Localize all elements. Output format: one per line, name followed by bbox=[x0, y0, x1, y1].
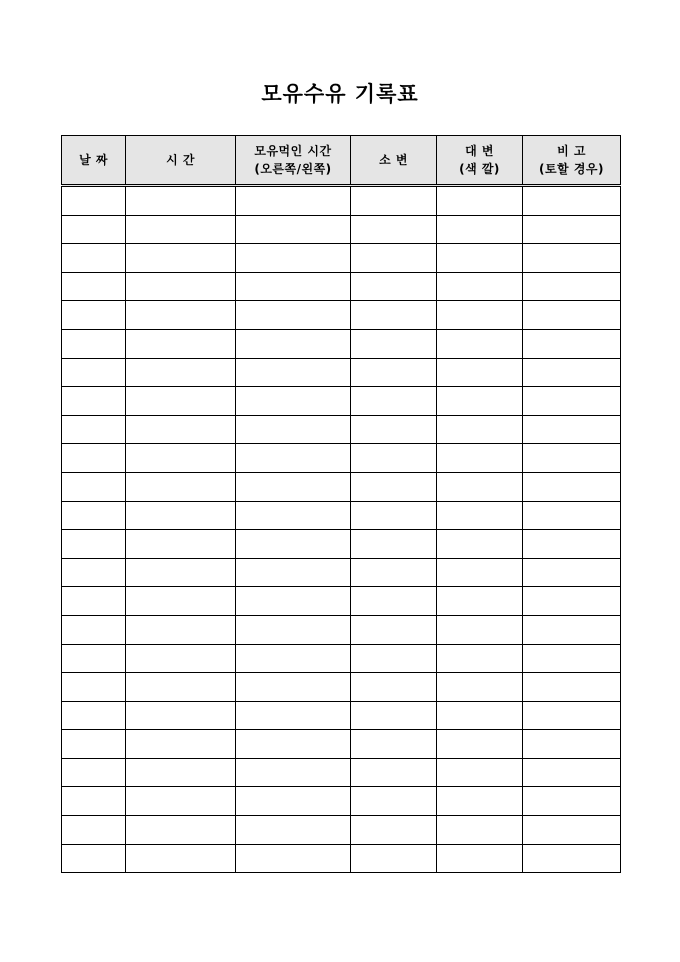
date-cell[interactable] bbox=[62, 244, 126, 273]
urine-cell[interactable] bbox=[351, 530, 437, 559]
table-row bbox=[62, 272, 621, 301]
time-cell[interactable] bbox=[126, 186, 236, 216]
date-cell[interactable] bbox=[62, 844, 126, 873]
stool-cell[interactable] bbox=[437, 301, 523, 330]
feeding-time-cell[interactable] bbox=[236, 329, 351, 358]
header-urine-label: 소 변 bbox=[379, 153, 408, 167]
table-row bbox=[62, 387, 621, 416]
remarks-cell[interactable] bbox=[523, 329, 621, 358]
remarks-cell[interactable] bbox=[523, 472, 621, 501]
feeding-time-cell[interactable] bbox=[236, 644, 351, 673]
feeding-time-cell[interactable] bbox=[236, 358, 351, 387]
urine-cell[interactable] bbox=[351, 844, 437, 873]
stool-cell[interactable] bbox=[437, 501, 523, 530]
urine-cell[interactable] bbox=[351, 215, 437, 244]
feeding-time-cell[interactable] bbox=[236, 215, 351, 244]
header-date bbox=[62, 136, 126, 186]
time-cell[interactable] bbox=[126, 501, 236, 530]
header-remarks-label: 비 고 bbox=[557, 144, 586, 158]
urine-cell[interactable] bbox=[351, 816, 437, 845]
remarks-cell[interactable] bbox=[523, 186, 621, 216]
urine-cell[interactable] bbox=[351, 415, 437, 444]
time-cell[interactable] bbox=[126, 444, 236, 473]
time-cell[interactable] bbox=[126, 472, 236, 501]
time-cell[interactable] bbox=[126, 844, 236, 873]
date-cell[interactable] bbox=[62, 272, 126, 301]
stool-cell[interactable] bbox=[437, 415, 523, 444]
stool-cell[interactable] bbox=[437, 615, 523, 644]
table-row bbox=[62, 501, 621, 530]
remarks-cell[interactable] bbox=[523, 387, 621, 416]
table-row bbox=[62, 415, 621, 444]
table-row bbox=[62, 787, 621, 816]
date-cell[interactable] bbox=[62, 472, 126, 501]
header-remarks bbox=[523, 136, 621, 186]
feeding-time-cell[interactable] bbox=[236, 530, 351, 559]
date-cell[interactable] bbox=[62, 215, 126, 244]
time-cell[interactable] bbox=[126, 787, 236, 816]
urine-cell[interactable] bbox=[351, 730, 437, 759]
table-row bbox=[62, 244, 621, 273]
remarks-cell[interactable] bbox=[523, 558, 621, 587]
table-row bbox=[62, 444, 621, 473]
date-cell[interactable] bbox=[62, 587, 126, 616]
stool-cell[interactable] bbox=[437, 272, 523, 301]
header-time bbox=[126, 136, 236, 186]
time-cell[interactable] bbox=[126, 215, 236, 244]
stool-cell[interactable] bbox=[437, 387, 523, 416]
urine-cell[interactable] bbox=[351, 186, 437, 216]
feeding-time-cell[interactable] bbox=[236, 444, 351, 473]
urine-cell[interactable] bbox=[351, 701, 437, 730]
table-row bbox=[62, 301, 621, 330]
time-cell[interactable] bbox=[126, 758, 236, 787]
stool-cell[interactable] bbox=[437, 673, 523, 702]
urine-cell[interactable] bbox=[351, 787, 437, 816]
table-row bbox=[62, 730, 621, 759]
feeding-time-cell[interactable] bbox=[236, 844, 351, 873]
table-row bbox=[62, 215, 621, 244]
remarks-cell[interactable] bbox=[523, 244, 621, 273]
stool-cell[interactable] bbox=[437, 758, 523, 787]
urine-cell[interactable] bbox=[351, 301, 437, 330]
stool-cell[interactable] bbox=[437, 644, 523, 673]
date-cell[interactable] bbox=[62, 758, 126, 787]
table-row bbox=[62, 701, 621, 730]
feeding-time-cell[interactable] bbox=[236, 272, 351, 301]
feeding-time-cell[interactable] bbox=[236, 615, 351, 644]
stool-cell[interactable] bbox=[437, 215, 523, 244]
header-stool bbox=[437, 136, 523, 186]
urine-cell[interactable] bbox=[351, 244, 437, 273]
time-cell[interactable] bbox=[126, 329, 236, 358]
table-row bbox=[62, 186, 621, 216]
feeding-time-cell[interactable] bbox=[236, 415, 351, 444]
feeding-log-table bbox=[61, 135, 621, 873]
date-cell[interactable] bbox=[62, 415, 126, 444]
date-cell[interactable] bbox=[62, 530, 126, 559]
remarks-cell[interactable] bbox=[523, 444, 621, 473]
urine-cell[interactable] bbox=[351, 472, 437, 501]
feeding-time-cell[interactable] bbox=[236, 673, 351, 702]
header-row bbox=[62, 136, 621, 186]
stool-cell[interactable] bbox=[437, 530, 523, 559]
date-cell[interactable] bbox=[62, 673, 126, 702]
remarks-cell[interactable] bbox=[523, 701, 621, 730]
header-feeding-time bbox=[236, 136, 351, 186]
time-cell[interactable] bbox=[126, 673, 236, 702]
stool-cell[interactable] bbox=[437, 558, 523, 587]
time-cell[interactable] bbox=[126, 358, 236, 387]
date-cell[interactable] bbox=[62, 816, 126, 845]
remarks-cell[interactable] bbox=[523, 530, 621, 559]
header-feeding-time-label: 모유먹인 시간 bbox=[254, 144, 332, 158]
date-cell[interactable] bbox=[62, 301, 126, 330]
urine-cell[interactable] bbox=[351, 272, 437, 301]
stool-cell[interactable] bbox=[437, 816, 523, 845]
date-cell[interactable] bbox=[62, 387, 126, 416]
time-cell[interactable] bbox=[126, 415, 236, 444]
date-cell[interactable] bbox=[62, 501, 126, 530]
stool-cell[interactable] bbox=[437, 844, 523, 873]
date-cell[interactable] bbox=[62, 358, 126, 387]
remarks-cell[interactable] bbox=[523, 587, 621, 616]
table-row bbox=[62, 530, 621, 559]
remarks-cell[interactable] bbox=[523, 358, 621, 387]
time-cell[interactable] bbox=[126, 644, 236, 673]
remarks-cell[interactable] bbox=[523, 758, 621, 787]
urine-cell[interactable] bbox=[351, 501, 437, 530]
urine-cell[interactable] bbox=[351, 444, 437, 473]
header-remarks-sublabel: (토할 경우) bbox=[538, 162, 604, 176]
table-row bbox=[62, 758, 621, 787]
date-cell[interactable] bbox=[62, 615, 126, 644]
feeding-time-cell[interactable] bbox=[236, 758, 351, 787]
stool-cell[interactable] bbox=[437, 329, 523, 358]
feeding-time-cell[interactable] bbox=[236, 472, 351, 501]
urine-cell[interactable] bbox=[351, 587, 437, 616]
remarks-cell[interactable] bbox=[523, 272, 621, 301]
table-body bbox=[62, 186, 621, 873]
urine-cell[interactable] bbox=[351, 358, 437, 387]
table-row bbox=[62, 816, 621, 845]
urine-cell[interactable] bbox=[351, 387, 437, 416]
date-cell[interactable] bbox=[62, 787, 126, 816]
date-cell[interactable] bbox=[62, 558, 126, 587]
feeding-time-cell[interactable] bbox=[236, 787, 351, 816]
date-cell[interactable] bbox=[62, 730, 126, 759]
stool-cell[interactable] bbox=[437, 701, 523, 730]
urine-cell[interactable] bbox=[351, 644, 437, 673]
stool-cell[interactable] bbox=[437, 730, 523, 759]
urine-cell[interactable] bbox=[351, 758, 437, 787]
header-urine bbox=[351, 136, 437, 186]
remarks-cell[interactable] bbox=[523, 215, 621, 244]
remarks-cell[interactable] bbox=[523, 816, 621, 845]
remarks-cell[interactable] bbox=[523, 644, 621, 673]
urine-cell[interactable] bbox=[351, 558, 437, 587]
stool-cell[interactable] bbox=[437, 787, 523, 816]
remarks-cell[interactable] bbox=[523, 615, 621, 644]
feeding-time-cell[interactable] bbox=[236, 816, 351, 845]
stool-cell[interactable] bbox=[437, 358, 523, 387]
time-cell[interactable] bbox=[126, 244, 236, 273]
time-cell[interactable] bbox=[126, 587, 236, 616]
feeding-time-cell[interactable] bbox=[236, 501, 351, 530]
table-row bbox=[62, 644, 621, 673]
date-cell[interactable] bbox=[62, 701, 126, 730]
feeding-time-cell[interactable] bbox=[236, 301, 351, 330]
stool-cell[interactable] bbox=[437, 472, 523, 501]
stool-cell[interactable] bbox=[437, 587, 523, 616]
date-cell[interactable] bbox=[62, 644, 126, 673]
time-cell[interactable] bbox=[126, 558, 236, 587]
feeding-time-cell[interactable] bbox=[236, 186, 351, 216]
table-row bbox=[62, 329, 621, 358]
remarks-cell[interactable] bbox=[523, 301, 621, 330]
table-row bbox=[62, 844, 621, 873]
time-cell[interactable] bbox=[126, 272, 236, 301]
time-cell[interactable] bbox=[126, 301, 236, 330]
time-cell[interactable] bbox=[126, 816, 236, 845]
date-cell[interactable] bbox=[62, 186, 126, 216]
table-row bbox=[62, 558, 621, 587]
time-cell[interactable] bbox=[126, 730, 236, 759]
stool-cell[interactable] bbox=[437, 244, 523, 273]
date-cell[interactable] bbox=[62, 329, 126, 358]
table-row bbox=[62, 358, 621, 387]
table-row bbox=[62, 615, 621, 644]
time-cell[interactable] bbox=[126, 615, 236, 644]
remarks-cell[interactable] bbox=[523, 501, 621, 530]
urine-cell[interactable] bbox=[351, 673, 437, 702]
header-stool-label: 대 변 bbox=[465, 144, 494, 158]
header-date-label: 날 짜 bbox=[79, 153, 108, 167]
remarks-cell[interactable] bbox=[523, 415, 621, 444]
header-time-label: 시 간 bbox=[166, 153, 195, 167]
feeding-time-cell[interactable] bbox=[236, 244, 351, 273]
stool-cell[interactable] bbox=[437, 186, 523, 216]
remarks-cell[interactable] bbox=[523, 787, 621, 816]
feeding-time-cell[interactable] bbox=[236, 730, 351, 759]
feeding-time-cell[interactable] bbox=[236, 558, 351, 587]
remarks-cell[interactable] bbox=[523, 673, 621, 702]
feeding-time-cell[interactable] bbox=[236, 587, 351, 616]
table-row bbox=[62, 472, 621, 501]
stool-cell[interactable] bbox=[437, 444, 523, 473]
header-feeding-time-sublabel: (오른쪽/왼쪽) bbox=[254, 162, 332, 176]
feeding-time-cell[interactable] bbox=[236, 387, 351, 416]
remarks-cell[interactable] bbox=[523, 844, 621, 873]
time-cell[interactable] bbox=[126, 701, 236, 730]
header-stool-sublabel: (색 깔) bbox=[459, 162, 500, 176]
table-row bbox=[62, 673, 621, 702]
time-cell[interactable] bbox=[126, 387, 236, 416]
time-cell[interactable] bbox=[126, 530, 236, 559]
urine-cell[interactable] bbox=[351, 329, 437, 358]
page-title: 모유수유 기록표 bbox=[261, 81, 419, 106]
table-row bbox=[62, 587, 621, 616]
urine-cell[interactable] bbox=[351, 615, 437, 644]
feeding-time-cell[interactable] bbox=[236, 701, 351, 730]
date-cell[interactable] bbox=[62, 444, 126, 473]
remarks-cell[interactable] bbox=[523, 730, 621, 759]
